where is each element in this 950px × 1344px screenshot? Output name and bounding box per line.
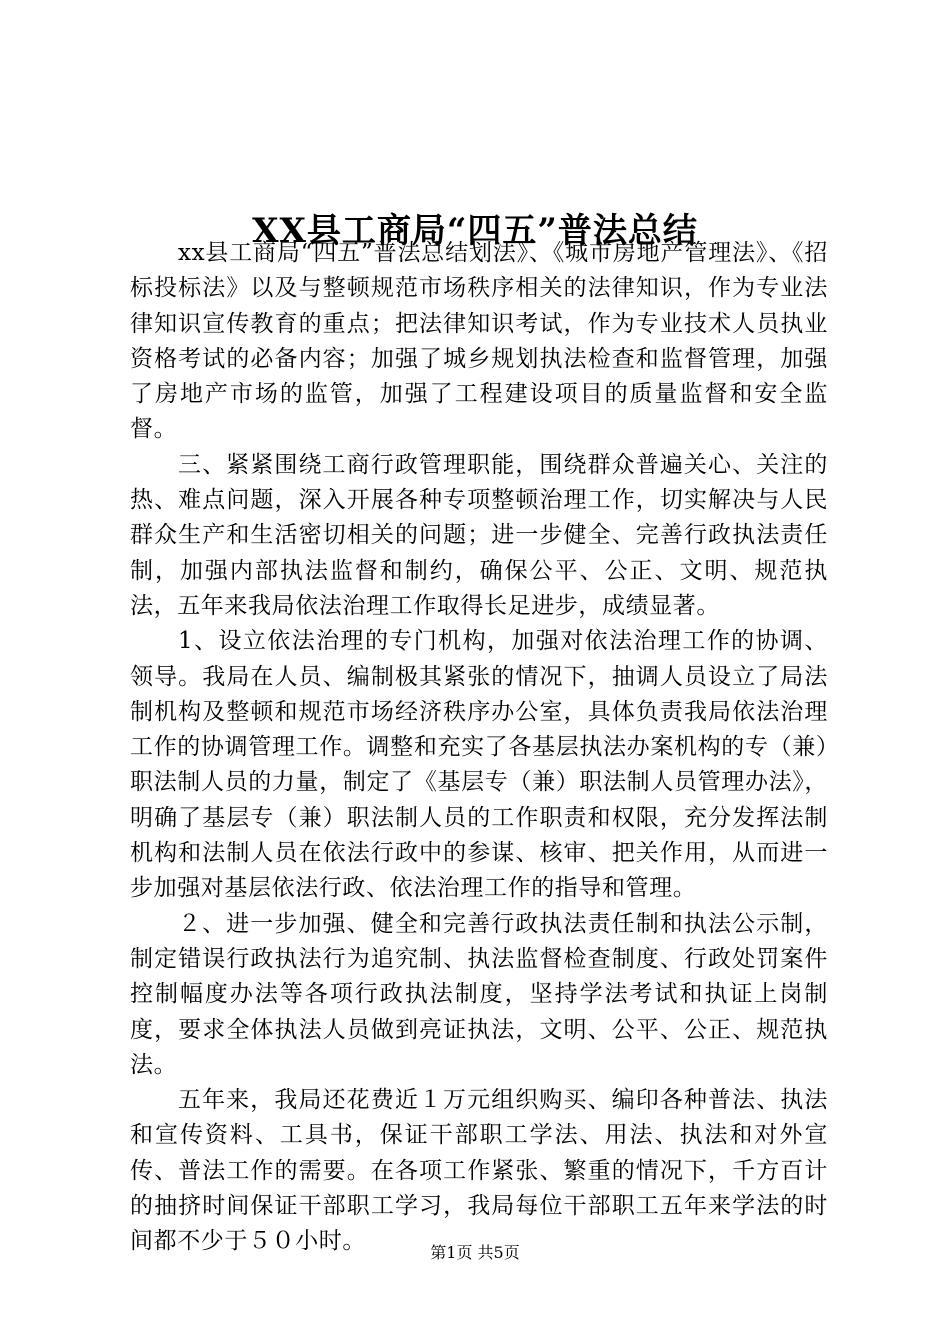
paragraph-item-one: 1、设立依法治理的专门机构，加强对依法治理工作的协调、领导。我局在人员、编制极其紧张的情况下，抽调人员设立了局法制机构及整顿和规范市场经济秩序办公室，具体负责我局依法治理工作的协调管理工作。调整和充实了各基层执法办案机构的专（兼）职法制人员的力量，制定了《基层专（兼）职法制人员管理办法》，明确了基层专（兼）职法制人员的工作职责和权限，充分发挥法制机构和法制人员在依法行政中的参谋、核审、把关作用，从而进一步加强对基层依法行政、依法治理工作的指导和管理。 bbox=[130, 628, 828, 902]
page-number-footer: 第1页 共5页 bbox=[430, 1243, 520, 1262]
paragraph-five-years: 五年来，我局还花费近１万元组织购买、编印各种普法、执法和宣传资料、工具书，保证干部职工学法、用法、执法和对外宣传、普法工作的需要。在各项工作紧张、繁重的情况下，千方百计的抽挤时间保证干部职工学习，我局每位干部职工五年来学法的时间都不少于５０小时。 bbox=[130, 1087, 828, 1255]
paragraph-section-three: 三、紧紧围绕工商行政管理职能，围绕群众普遍关心、关注的热、难点问题，深入开展各种专项整顿治理工作，切实解决与人民群众生产和生活密切相关的问题；进一步健全、完善行政执法责任制，加强内部执法监督和制约，确保公平、公正、文明、规范执法，五年来我局依法治理工作取得长足进步，成绩显著。 bbox=[130, 451, 828, 619]
document-title: XX县工商局“四五”普法总结 bbox=[252, 210, 698, 251]
paragraph-intro: xx县工商局“四五”普法总结划法》、《城市房地产管理法》、《招标投标法》以及与整顿规范市场秩序相关的法律知识，作为专业法律知识宣传教育的重点；把法律知识考试，作为专业技术人员执业资格考试的必备内容；加强了城乡规划执法检查和监督管理，加强了房地产市场的监管，加强了工程建设项目的质量监督和安全监督。 bbox=[130, 240, 828, 443]
paragraph-item-two: ２、进一步加强、健全和完善行政执法责任制和执法公示制，制定错误行政执法行为追究制、执法监督检查制度、行政处罚案件控制幅度办法等各项行政执法制度，坚持学法考试和执证上岗制度，要求全体执法人员做到亮证执法，文明、公平、公正、规范执法。 bbox=[130, 910, 828, 1078]
document-body bbox=[130, 236, 828, 1260]
